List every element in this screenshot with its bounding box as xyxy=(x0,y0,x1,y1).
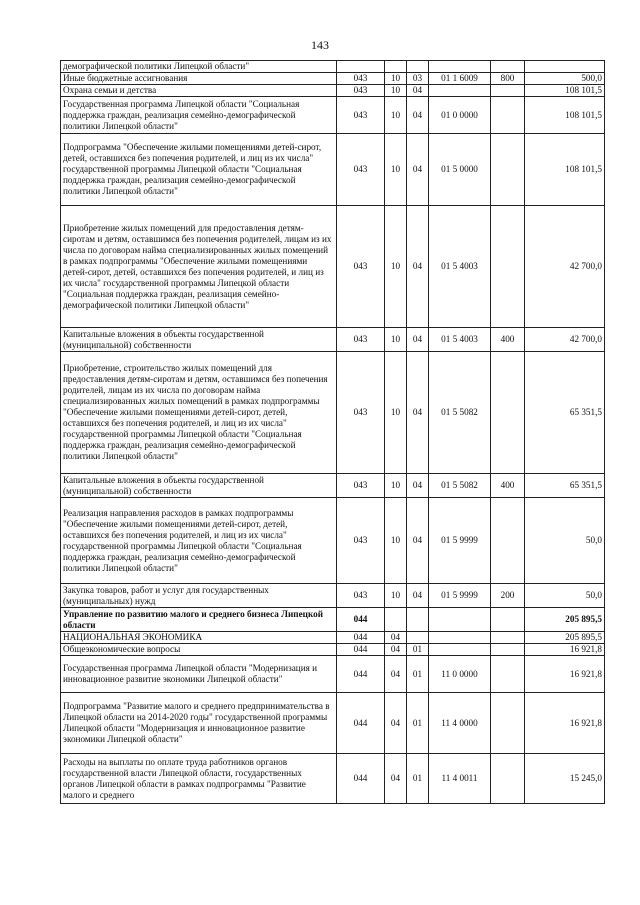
row-expense-type xyxy=(491,85,525,97)
row-section-code: 04 xyxy=(385,656,407,693)
row-name: Иные бюджетные ассигнования xyxy=(61,73,337,85)
row-ministry-code: 044 xyxy=(337,644,385,656)
row-section-code: 04 xyxy=(385,754,407,804)
row-name: демографической политики Липецкой области" xyxy=(61,61,337,73)
row-target-article: 01 5 5082 xyxy=(429,352,491,474)
table-row xyxy=(61,644,605,656)
row-section-code: 10 xyxy=(385,474,407,498)
row-ministry-code: 043 xyxy=(337,134,385,206)
row-section-code: 10 xyxy=(385,206,407,328)
table-row xyxy=(61,608,605,632)
row-expense-type xyxy=(491,754,525,804)
row-section-code: 10 xyxy=(385,584,407,608)
row-expense-type: 200 xyxy=(491,584,525,608)
row-section-code xyxy=(385,608,407,632)
row-subsection-code xyxy=(407,608,429,632)
row-target-article xyxy=(429,61,491,73)
row-target-article: 01 5 9999 xyxy=(429,584,491,608)
row-section-code: 10 xyxy=(385,73,407,85)
row-amount: 205 895,5 xyxy=(525,632,605,644)
row-section-code: 10 xyxy=(385,352,407,474)
row-section-code: 10 xyxy=(385,97,407,134)
row-expense-type xyxy=(491,632,525,644)
row-name: Государственная программа Липецкой области "Социальная поддержка граждан, реализация семейно-демографической политики Липецкой области" xyxy=(61,97,337,134)
row-subsection-code: 04 xyxy=(407,352,429,474)
row-subsection-code: 04 xyxy=(407,584,429,608)
row-amount: 16 921,8 xyxy=(525,656,605,693)
row-target-article: 01 5 5082 xyxy=(429,474,491,498)
row-target-article: 01 0 0000 xyxy=(429,97,491,134)
row-amount: 108 101,5 xyxy=(525,134,605,206)
row-subsection-code: 04 xyxy=(407,474,429,498)
row-amount: 108 101,5 xyxy=(525,97,605,134)
table-row xyxy=(61,352,605,474)
row-ministry-code: 043 xyxy=(337,85,385,97)
row-section-code: 04 xyxy=(385,644,407,656)
row-subsection-code: 04 xyxy=(407,498,429,584)
table-row xyxy=(61,632,605,644)
row-section-code: 04 xyxy=(385,693,407,754)
row-ministry-code: 044 xyxy=(337,656,385,693)
row-ministry-code: 043 xyxy=(337,474,385,498)
row-subsection-code: 04 xyxy=(407,206,429,328)
row-name: Подпрограмма "Обеспечение жилыми помещениями детей-сирот, детей, оставшихся без попечения родителей, и лиц из их числа" государственной программы Липецкой области "Социальная поддержка граждан, реализация семейно-демографической политики Липецкой области" xyxy=(61,134,337,206)
row-ministry-code: 043 xyxy=(337,498,385,584)
table-row xyxy=(61,474,605,498)
row-expense-type xyxy=(491,61,525,73)
table-row xyxy=(61,206,605,328)
table-row xyxy=(61,328,605,352)
row-name: Охрана семьи и детства xyxy=(61,85,337,97)
row-amount xyxy=(525,61,605,73)
row-target-article xyxy=(429,644,491,656)
row-target-article: 01 5 4003 xyxy=(429,206,491,328)
row-subsection-code: 01 xyxy=(407,656,429,693)
row-ministry-code: 043 xyxy=(337,328,385,352)
table-row xyxy=(61,85,605,97)
row-target-article: 11 4 0000 xyxy=(429,693,491,754)
row-ministry-code: 044 xyxy=(337,693,385,754)
row-section-code: 10 xyxy=(385,498,407,584)
row-expense-type: 400 xyxy=(491,328,525,352)
row-name: Управление по развитию малого и среднего бизнеса Липецкой области xyxy=(61,608,337,632)
row-section-code: 10 xyxy=(385,134,407,206)
page-number: 143 xyxy=(311,38,329,52)
row-subsection-code: 01 xyxy=(407,693,429,754)
row-target-article: 01 5 4003 xyxy=(429,328,491,352)
row-subsection-code: 04 xyxy=(407,97,429,134)
row-target-article: 11 4 0011 xyxy=(429,754,491,804)
row-target-article xyxy=(429,608,491,632)
row-ministry-code: 043 xyxy=(337,206,385,328)
row-section-code: 04 xyxy=(385,632,407,644)
row-target-article xyxy=(429,632,491,644)
row-expense-type xyxy=(491,134,525,206)
row-name: Капитальные вложения в объекты государственной (муниципальной) собственности xyxy=(61,474,337,498)
row-expense-type xyxy=(491,97,525,134)
row-name: Подпрограмма "Развитие малого и среднего предпринимательства в Липецкой области на 2014-2020 годы" государственной программы Липецкой области "Модернизация и инновационное развитие экономики Липецкой области" xyxy=(61,693,337,754)
row-expense-type xyxy=(491,498,525,584)
row-expense-type xyxy=(491,656,525,693)
table-row xyxy=(61,498,605,584)
row-name: Приобретение жилых помещений для предоставления детям-сиротам и детям, оставшимся без попечения родителей, лицам из их числа по договорам найма специализированных жилых помещений в рамках подпрограммы "Обеспечение жилыми помещениями детей-сирот, детей, оставшихся без попечения родителей, и лиц из их числа" государственной программы Липецкой области "Социальная поддержка граждан, реализация семейно-демографической политики Липецкой области" xyxy=(61,206,337,328)
table-row xyxy=(61,73,605,85)
row-target-article: 01 1 6009 xyxy=(429,73,491,85)
row-name: НАЦИОНАЛЬНАЯ ЭКОНОМИКА xyxy=(61,632,337,644)
row-target-article: 01 5 9999 xyxy=(429,498,491,584)
row-subsection-code: 01 xyxy=(407,644,429,656)
row-name: Расходы на выплаты по оплате труда работников органов государственной власти Липецкой области, государственных органов Липецкой области в рамках подпрограммы "Развитие малого и среднего xyxy=(61,754,337,804)
row-subsection-code: 03 xyxy=(407,73,429,85)
row-ministry-code: 043 xyxy=(337,97,385,134)
row-subsection-code: 04 xyxy=(407,328,429,352)
row-amount: 205 895,5 xyxy=(525,608,605,632)
table-row xyxy=(61,134,605,206)
row-section-code: 10 xyxy=(385,328,407,352)
row-amount: 50,0 xyxy=(525,584,605,608)
row-name: Государственная программа Липецкой области "Модернизация и инновационное развитие экономики Липецкой области" xyxy=(61,656,337,693)
budget-table-body xyxy=(61,61,605,804)
row-ministry-code: 043 xyxy=(337,584,385,608)
row-name: Закупка товаров, работ и услуг для государственных (муниципальных) нужд xyxy=(61,584,337,608)
row-ministry-code: 043 xyxy=(337,73,385,85)
row-amount: 65 351,5 xyxy=(525,352,605,474)
row-amount: 500,0 xyxy=(525,73,605,85)
row-subsection-code: 04 xyxy=(407,134,429,206)
row-name: Приобретение, строительство жилых помещений для предоставления детям-сиротам и детям, оставшимся без попечения родителей, лицам из их числа по договорам найма специализированных жилых помещений в рамках подпрограммы "Обеспечение жилыми помещениями детей-сирот, детей, оставшихся без попечения родителей, и лиц из их числа" государственной программы Липецкой области "Социальная поддержка граждан, реализация семейно-демографической политики Липецкой области" xyxy=(61,352,337,474)
row-ministry-code: 044 xyxy=(337,632,385,644)
budget-table xyxy=(60,60,605,804)
row-ministry-code: 044 xyxy=(337,608,385,632)
row-subsection-code: 01 xyxy=(407,754,429,804)
table-row xyxy=(61,584,605,608)
row-expense-type xyxy=(491,206,525,328)
row-amount: 65 351,5 xyxy=(525,474,605,498)
row-amount: 108 101,5 xyxy=(525,85,605,97)
row-subsection-code xyxy=(407,632,429,644)
row-target-article: 01 5 0000 xyxy=(429,134,491,206)
row-target-article xyxy=(429,85,491,97)
row-expense-type xyxy=(491,608,525,632)
row-amount: 16 921,8 xyxy=(525,693,605,754)
row-expense-type: 400 xyxy=(491,474,525,498)
row-amount: 42 700,0 xyxy=(525,206,605,328)
row-ministry-code: 044 xyxy=(337,754,385,804)
row-name: Реализация направления расходов в рамках подпрограммы "Обеспечение жилыми помещениями детей-сирот, детей, оставшихся без попечения родителей, и лиц из их числа" государственной программы Липецкой области "Социальная поддержка граждан, реализация семейно-демографической политики Липецкой области" xyxy=(61,498,337,584)
row-ministry-code xyxy=(337,61,385,73)
table-row xyxy=(61,97,605,134)
row-expense-type xyxy=(491,352,525,474)
row-section-code xyxy=(385,61,407,73)
row-expense-type xyxy=(491,644,525,656)
row-amount: 16 921,8 xyxy=(525,644,605,656)
row-name: Общеэкономические вопросы xyxy=(61,644,337,656)
row-expense-type: 800 xyxy=(491,73,525,85)
row-amount: 42 700,0 xyxy=(525,328,605,352)
row-expense-type xyxy=(491,693,525,754)
row-amount: 50,0 xyxy=(525,498,605,584)
row-subsection-code: 04 xyxy=(407,85,429,97)
table-row xyxy=(61,656,605,693)
row-amount: 15 245,0 xyxy=(525,754,605,804)
table-row xyxy=(61,754,605,804)
table-row xyxy=(61,693,605,754)
row-section-code: 10 xyxy=(385,85,407,97)
row-ministry-code: 043 xyxy=(337,352,385,474)
row-name: Капитальные вложения в объекты государственной (муниципальной) собственности xyxy=(61,328,337,352)
row-target-article: 11 0 0000 xyxy=(429,656,491,693)
row-subsection-code xyxy=(407,61,429,73)
table-row xyxy=(61,61,605,73)
